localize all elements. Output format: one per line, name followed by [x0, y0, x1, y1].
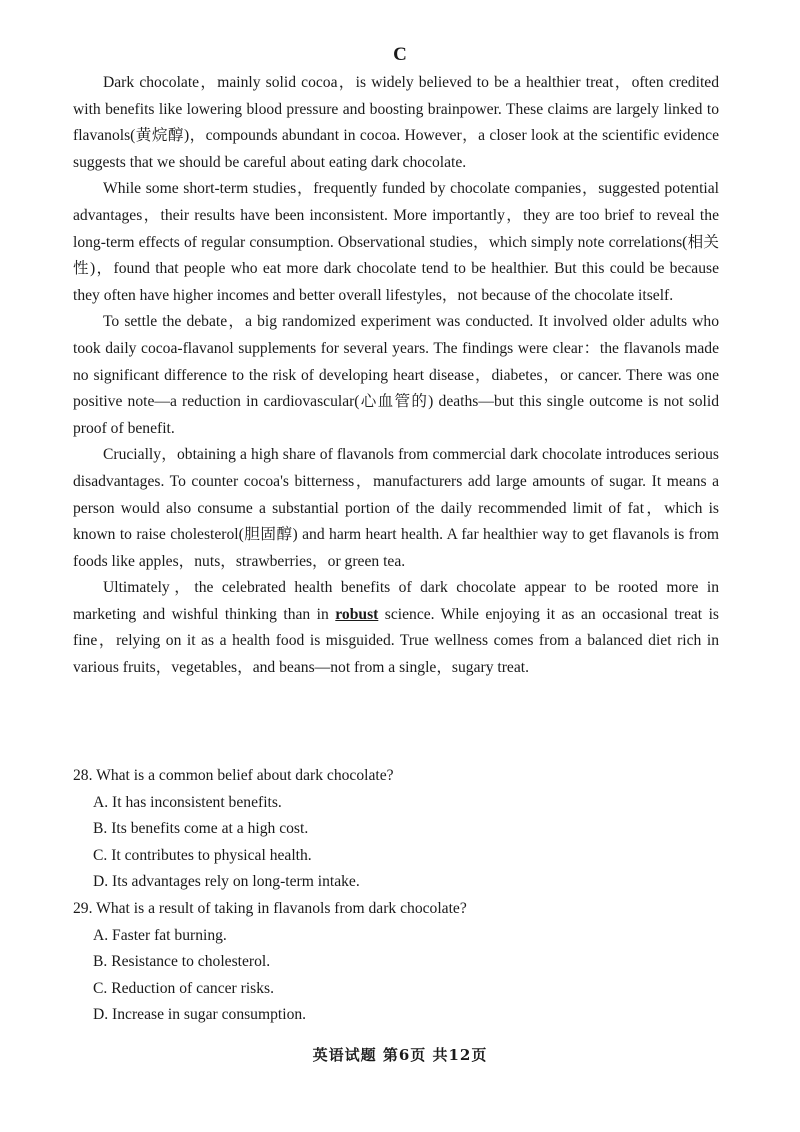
passage-paragraph-4: Crucially，obtaining a high share of flavanols from commercial dark chocolate introduces serious disadvantages. To counter cocoa's bitterness，manufacturers add large amounts of sugar. It means a person would also consume a substantial portion of the daily recommended limit of fat，which is known to raise cholesterol(胆固醇) and harm heart health. A far healthier way to get flavanols is from foods like apples，nuts，strawberries，or green tea. [73, 446, 719, 570]
answer-option-b: B. Resistance to cholesterol. [93, 953, 271, 971]
answer-option-b: B. Its benefits come at a high cost. [93, 820, 309, 838]
question-stem: 29. What is a result of taking in flavanols from dark chocolate? [73, 899, 467, 917]
answer-option-c: C. Reduction of cancer risks. [93, 979, 275, 997]
reading-passage [73, 70, 719, 682]
answer-option-c: C. It contributes to physical health. [93, 846, 312, 864]
question-29 [73, 896, 733, 1029]
question-list [73, 763, 733, 1029]
question-stem: 28. What is a common belief about dark chocolate? [73, 767, 394, 784]
section-heading: C [393, 44, 407, 65]
paragraph-5-text-after: science. While enjoying it as an occasional treat is fine，relying on it as a health food is misguided. True wellness comes from a balanced diet rich in various fruits，vegetables，and beans—not from a single，sugary treat. [73, 605, 719, 677]
passage-paragraph-3: To settle the debate，a big randomized experiment was conducted. It involved older adults who took daily cocoa-flavanol supplements for several years. The findings were clear：the flavanols made no significant difference to the risk of developing heart disease，diabetes，or cancer. There was one positive note—a reduction in cardiovascular(心血管的) deaths—but this single outcome is not solid proof of benefit. [73, 313, 719, 437]
passage-paragraph-1: Dark chocolate，mainly solid cocoa，is widely believed to be a healthier treat，often credited with benefits like lowering blood pressure and boosting brainpower. These claims are largely linked to flavanols(黄烷醇)，compounds abundant in cocoa. However，a closer look at the scientific evidence suggests that we should be careful about eating dark chocolate. [73, 74, 719, 171]
question-28 [73, 763, 733, 896]
answer-option-d: D. Its advantages rely on long-term intake. [93, 873, 360, 891]
paragraph-5-text-before: Ultimately，the celebrated health benefits of dark chocolate appear to be rooted more in marketing and wishful thinking than in [73, 579, 719, 623]
passage-paragraph-2: While some short-term studies，frequently funded by chocolate companies，suggested potential advantages，their results have been inconsistent. More importantly，they are too brief to reveal the long-term effects of regular consumption. Observational studies，which simply note correlations(相关性)，found that people who eat more dark chocolate tend to be healthier. But this could be because they often have higher incomes and better overall lifestyles，not because of the chocolate itself. [73, 180, 719, 304]
answer-option-a: A. It has inconsistent benefits. [93, 793, 282, 811]
underlined-keyword: robust [335, 605, 379, 623]
passage-paragraph-5 [73, 575, 719, 681]
answer-option-d: D. Increase in sugar consumption. [93, 1006, 307, 1024]
page-footer: 英语试题 第6页 共12页 [312, 1046, 488, 1064]
answer-option-a: A. Faster fat burning. [93, 926, 227, 944]
